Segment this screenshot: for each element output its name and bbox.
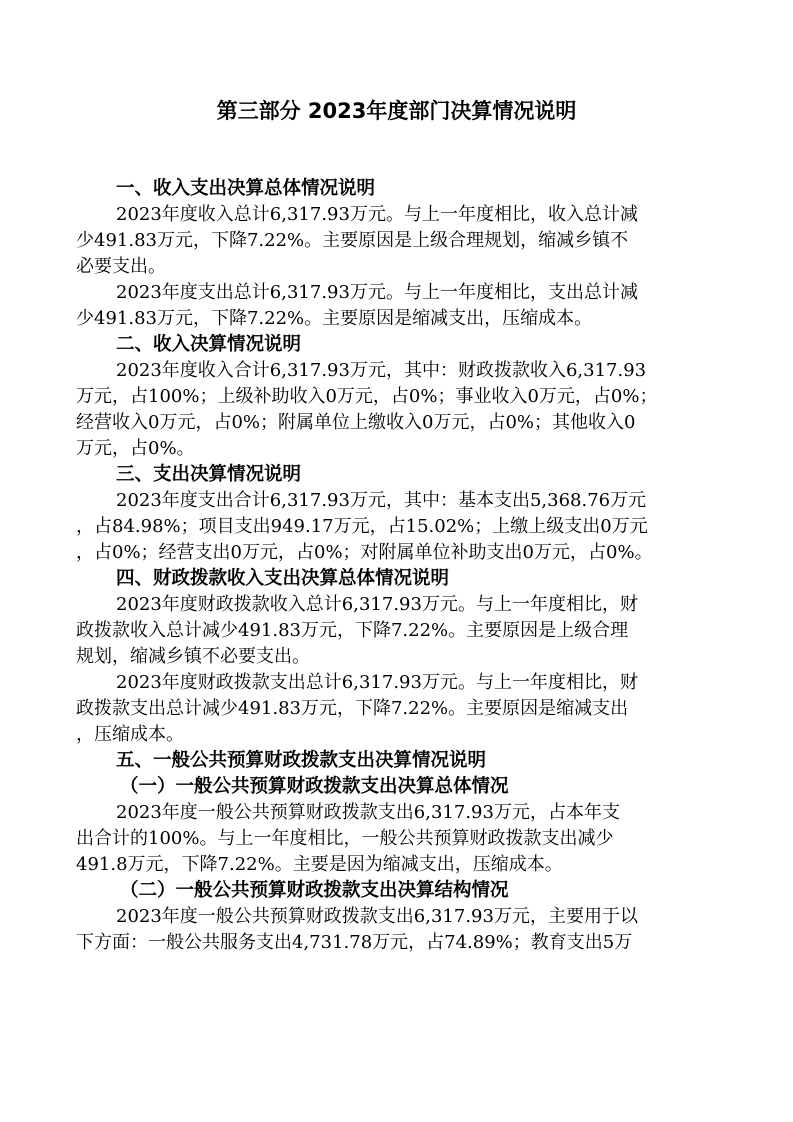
paragraph-line: 少491.83万元，下降7.22%。主要原因是上级合理规划，缩减乡镇不	[76, 230, 629, 251]
section-heading: 二、收入决算情况说明	[116, 334, 302, 355]
paragraph-line: 2023年度支出总计6,317.93万元。与上一年度相比，支出总计减	[116, 282, 638, 303]
paragraph	[76, 800, 724, 878]
paragraph-line: 2023年度支出合计6,317.93万元，其中：基本支出5,368.76万元	[116, 490, 647, 511]
paragraph	[76, 670, 724, 748]
paragraph	[76, 592, 724, 670]
paragraph-line: 少491.83万元，下降7.22%。主要原因是缩减支出，压缩成本。	[76, 308, 593, 329]
page-title: 第三部分 2023年度部门决算情况说明	[216, 99, 577, 123]
section-heading: 一、收入支出决算总体情况说明	[116, 178, 376, 199]
paragraph-line: 规划，缩减乡镇不必要支出。	[76, 646, 310, 667]
paragraph-line: 2023年度财政拨款支出总计6,317.93万元。与上一年度相比，财	[116, 672, 638, 693]
paragraph-line: ，占84.98%；项目支出949.17万元，占15.02%；上缴上级支出0万元	[76, 516, 648, 537]
paragraph-line: 必要支出。	[76, 256, 166, 277]
paragraph-line: 下方面：一般公共服务支出4,731.78万元，占74.89%；教育支出5万	[76, 932, 633, 953]
paragraph-line: ，占0%；经营支出0万元，占0%；对附属单位补助支出0万元，占0%。	[76, 542, 653, 563]
paragraph-line: 经营收入0万元，占0%；附属单位上缴收入0万元，占0%；其他收入0	[76, 412, 636, 433]
paragraph-line: 2023年度财政拨款收入总计6,317.93万元。与上一年度相比，财	[116, 594, 638, 615]
paragraph	[76, 202, 724, 280]
paragraph-line: 万元，占100%；上级补助收入0万元，占0%；事业收入0万元，占0%；	[76, 386, 658, 407]
paragraph-line: 2023年度收入合计6,317.93万元，其中：财政拨款收入6,317.93	[116, 360, 647, 381]
paragraph-line: 政拨款支出总计减少491.83万元，下降7.22%。主要原因是缩减支出	[76, 698, 629, 719]
paragraph-line: 2023年度一般公共预算财政拨款支出6,317.93万元，占本年支	[116, 802, 620, 823]
paragraph	[76, 280, 724, 332]
section-heading: 五、一般公共预算财政拨款支出决算情况说明	[116, 750, 487, 771]
section-heading: 三、支出决算情况说明	[116, 464, 302, 485]
document-body	[76, 176, 724, 956]
section-heading: 四、财政拨款收入支出决算总体情况说明	[116, 568, 450, 589]
paragraph-line: 出合计的100%。与上一年度相比，一般公共预算财政拨款支出减少	[76, 828, 614, 849]
paragraph-line: 2023年度收入总计6,317.93万元。与上一年度相比，收入总计减	[116, 204, 638, 225]
subsection-heading: （一）一般公共预算财政拨款支出决算总体情况	[120, 776, 509, 797]
paragraph	[76, 904, 724, 956]
paragraph-line: ，压缩成本。	[76, 724, 184, 745]
paragraph-line: 万元，占0%。	[76, 438, 195, 459]
paragraph	[76, 488, 724, 566]
paragraph	[76, 358, 724, 462]
paragraph-line: 政拨款收入总计减少491.83万元，下降7.22%。主要原因是上级合理	[76, 620, 629, 641]
paragraph-line: 2023年度一般公共预算财政拨款支出6,317.93万元，主要用于以	[116, 906, 638, 927]
subsection-heading: （二）一般公共预算财政拨款支出决算结构情况	[120, 880, 509, 901]
paragraph-line: 491.8万元，下降7.22%。主要是因为缩减支出，压缩成本。	[76, 854, 563, 875]
